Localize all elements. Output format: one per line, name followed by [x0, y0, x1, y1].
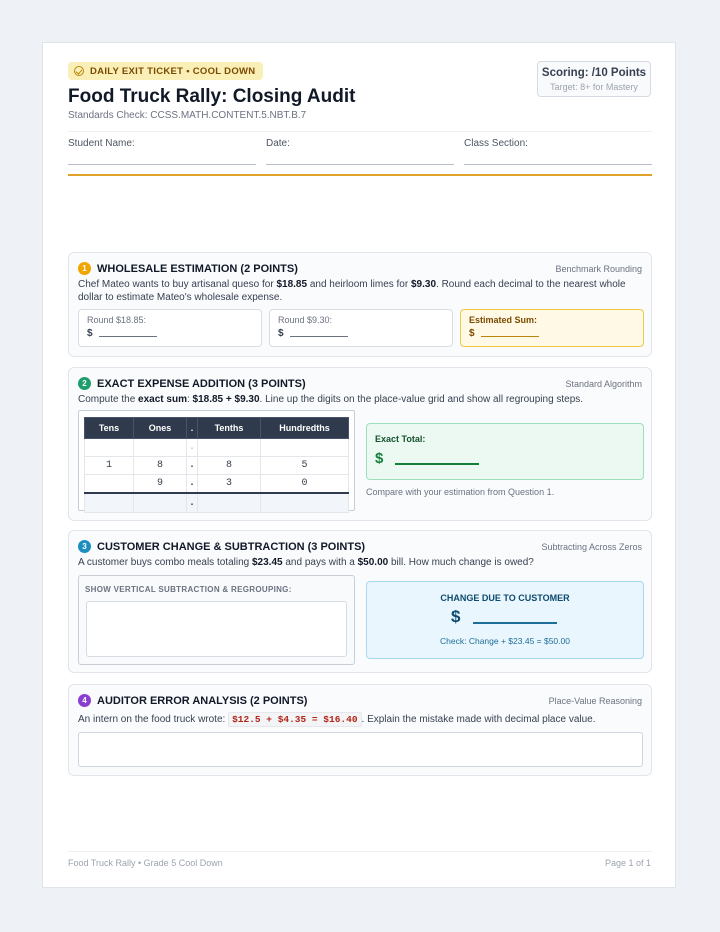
error-explanation-box[interactable]: [78, 732, 643, 767]
header-divider: [68, 131, 652, 132]
question-2-number: 2: [78, 377, 91, 390]
question-1-title: WHOLESALE ESTIMATION (2 POINTS): [97, 262, 298, 275]
question-4-tag: Place-Value Reasoning: [548, 696, 642, 706]
dollar-sign: $: [375, 450, 384, 467]
carry-cell[interactable]: [198, 439, 261, 457]
digit-cell: 3: [198, 475, 261, 494]
digit-cell: [85, 475, 134, 494]
question-2-prompt: Compute the exact sum: $18.85 + $9.30. Line up the digits on the place-value grid and show all regrouping steps.: [78, 394, 584, 405]
question-4-title: AUDITOR ERROR ANALYSIS (2 POINTS): [97, 694, 308, 707]
estimated-sum-box[interactable]: [460, 309, 644, 347]
class-section-field[interactable]: [464, 138, 652, 165]
change-due-answer-line[interactable]: [473, 622, 557, 624]
col-ones: Ones: [134, 418, 187, 439]
worksheet-page: [42, 42, 676, 888]
round-1885-box[interactable]: [78, 309, 262, 347]
col-tenths: Tenths: [198, 418, 261, 439]
digit-cell: 1: [85, 457, 134, 475]
question-1-card: [68, 252, 652, 357]
question-2-card: [68, 367, 652, 521]
date-label: Date:: [266, 138, 290, 149]
digit-cell: 0: [261, 475, 349, 494]
carry-cell[interactable]: [85, 439, 134, 457]
question-4-card: [68, 684, 652, 776]
estimated-sum-label: Estimated Sum:: [469, 315, 538, 325]
place-value-grid: [78, 410, 355, 511]
compare-note: Compare with your estimation from Question 1.: [366, 487, 555, 497]
date-line[interactable]: [266, 164, 454, 165]
decimal-point: .: [187, 457, 198, 475]
question-2-tag: Standard Algorithm: [565, 379, 642, 389]
digit-cell: 8: [198, 457, 261, 475]
decimal-point: .: [187, 493, 198, 513]
standards-check: Standards Check: CCSS.MATH.CONTENT.5.NBT.B.7: [68, 110, 307, 121]
estimated-sum-answer-line[interactable]: [481, 336, 539, 337]
question-3-number: 3: [78, 540, 91, 553]
digit-cell: 8: [134, 457, 187, 475]
decimal-point: .: [187, 439, 198, 457]
exit-ticket-badge: [68, 62, 263, 80]
dollar-sign: $: [451, 607, 461, 626]
round-930-answer-line[interactable]: [290, 336, 348, 337]
question-4-header: [78, 694, 307, 707]
question-3-card: [68, 530, 652, 673]
decimal-point: .: [187, 475, 198, 494]
place-value-table: [84, 417, 349, 513]
question-4-prompt: An intern on the food truck wrote: $12.5 + $4.35 = $16.40 . Explain the mistake made with decimal place value.: [78, 714, 596, 725]
footer-page-number: Page 1 of 1: [604, 858, 651, 868]
round-930-box[interactable]: [269, 309, 453, 347]
score-label: Scoring: /10 Points: [541, 67, 647, 79]
question-3-prompt: A customer buys combo meals totaling $23.45 and pays with a $50.00 bill. How much change is owed?: [78, 557, 534, 568]
col-hundredths: Hundredths: [261, 418, 349, 439]
exact-total-box[interactable]: [366, 423, 644, 480]
col-tens: Tens: [85, 418, 134, 439]
class-section-label: Class Section:: [464, 138, 528, 149]
intern-equation: $12.5 + $4.35 = $16.40: [228, 712, 361, 727]
question-3-header: [78, 540, 365, 553]
question-1-tag: Benchmark Rounding: [555, 264, 642, 274]
change-due-box[interactable]: [366, 581, 644, 659]
question-3-tag: Subtracting Across Zeros: [541, 542, 642, 552]
question-2-title: EXACT EXPENSE ADDITION (3 POINTS): [97, 377, 306, 390]
question-1-prompt: Chef Mateo wants to buy artisanal queso for $18.85 and heirloom limes for $9.30. Round each decimal to the nearest whole dollar to estimate Mateo's wholesale expense.: [78, 279, 626, 303]
student-name-label: Student Name:: [68, 138, 135, 149]
carry-row[interactable]: [85, 439, 349, 457]
class-section-line[interactable]: [464, 164, 652, 165]
badge-label: DAILY EXIT TICKET • COOL DOWN: [90, 65, 256, 77]
dollar-sign: $: [278, 328, 284, 339]
score-target: Target: 8+ for Mastery: [550, 82, 638, 92]
exact-total-label: Exact Total:: [375, 434, 426, 444]
carry-cell[interactable]: [134, 439, 187, 457]
col-decimal: .: [187, 418, 198, 439]
work-area-label: SHOW VERTICAL SUBTRACTION & REGROUPING:: [85, 585, 292, 594]
student-name-line[interactable]: [68, 164, 256, 165]
change-due-label: CHANGE DUE TO CUSTOMER: [440, 593, 570, 603]
digit-cell: 9: [134, 475, 187, 494]
sum-cell[interactable]: [261, 493, 349, 513]
round-1885-label: Round $18.85:: [87, 315, 147, 325]
student-name-field[interactable]: [68, 138, 256, 165]
question-1-header: [78, 262, 298, 275]
page-title: Food Truck Rally: Closing Audit: [68, 86, 356, 107]
question-2-header: [78, 377, 306, 390]
subtraction-work-area: [78, 575, 355, 665]
date-field[interactable]: [266, 138, 454, 165]
change-check-note: Check: Change + $23.45 = $50.00: [440, 636, 570, 646]
dollar-sign: $: [87, 328, 93, 339]
sum-cell[interactable]: [134, 493, 187, 513]
gold-divider: [68, 174, 652, 176]
carry-cell[interactable]: [261, 439, 349, 457]
question-4-number: 4: [78, 694, 91, 707]
addend-row-1: [85, 457, 349, 475]
sum-row[interactable]: [85, 493, 349, 513]
question-1-number: 1: [78, 262, 91, 275]
round-1885-answer-line[interactable]: [99, 336, 157, 337]
digit-cell: 5: [261, 457, 349, 475]
question-3-title: CUSTOMER CHANGE & SUBTRACTION (3 POINTS): [97, 540, 366, 553]
footer-divider: [68, 851, 652, 852]
check-circle-icon: [74, 66, 84, 76]
addend-row-2: [85, 475, 349, 494]
sum-cell[interactable]: [198, 493, 261, 513]
sum-cell[interactable]: [85, 493, 134, 513]
exact-total-answer-line[interactable]: [395, 463, 479, 465]
dollar-sign: $: [469, 328, 475, 339]
footer-left: Food Truck Rally • Grade 5 Cool Down: [68, 858, 223, 868]
scoring-box: [537, 61, 651, 97]
round-930-label: Round $9.30:: [278, 315, 333, 325]
work-space-box[interactable]: [86, 601, 347, 657]
